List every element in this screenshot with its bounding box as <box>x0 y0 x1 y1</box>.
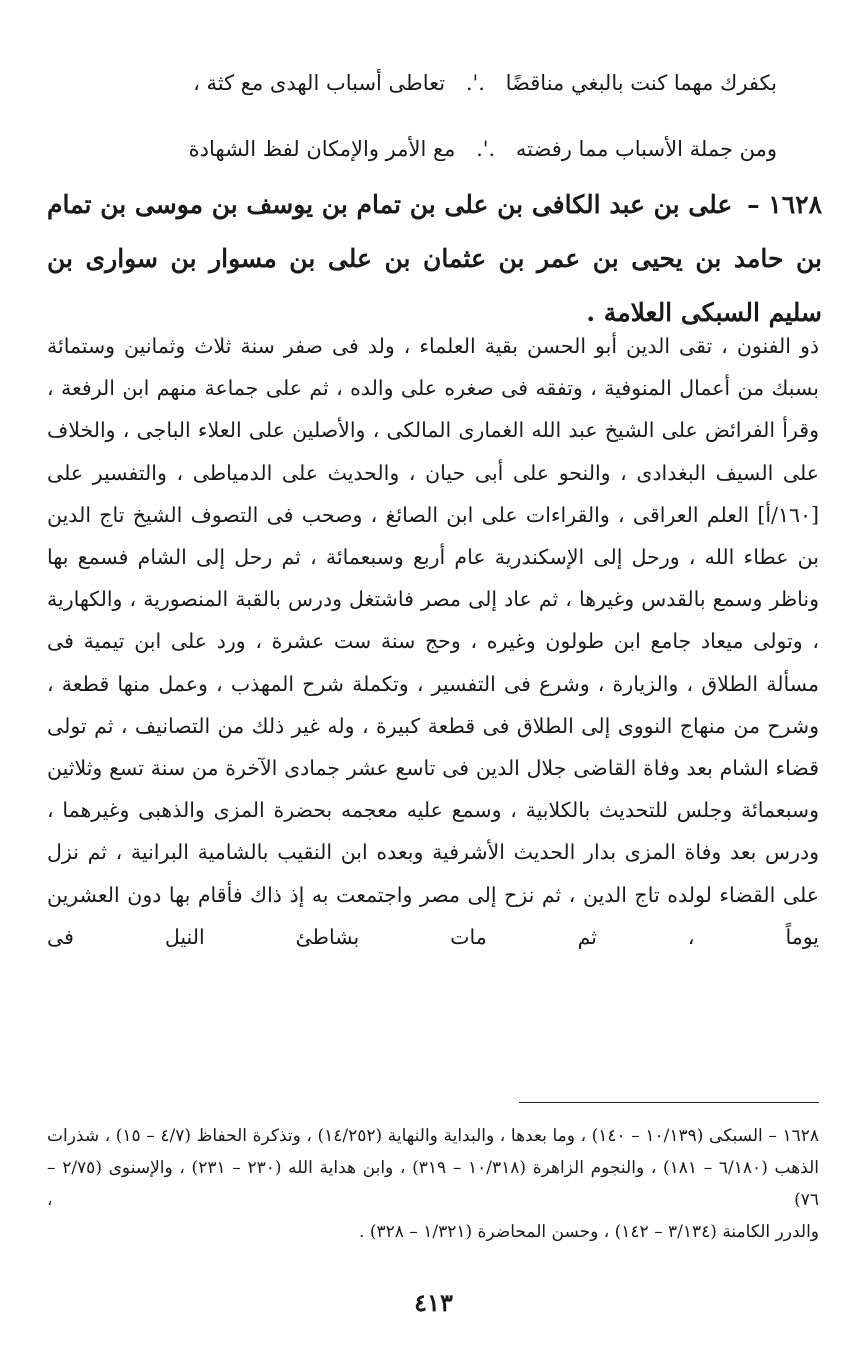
poem-verse-1 <box>77 68 777 98</box>
verse-separator: .'. <box>476 137 496 161</box>
verse-1-first-hemistich: بكفرك مهما كنت بالبغي مناقضًا <box>505 71 777 95</box>
entry-name: على بن عبد الكافى بن على بن تمام بن يوسف بن موسى بن تمام بن حامد بن يحيى بن عمر بن عثمان بن على بن مسوار بن سوارى بن سليم السبكى العلامة . <box>47 190 822 327</box>
biography-text: ذو الفنون ، تقى الدين أبو الحسن بقية العلماء ، ولد فى صفر سنة ثلاث وثمانين وستمائة بسبك من أعمال المنوفية ، وتفقه فى صغره على والده ، ثم على جماعة منهم ابن الرفعة ، وقرأ الفرائض على الشيخ عبد الله الغمارى المالكى ، والأصلين على العلاء الباجى ، والخلاف على السيف البغدادى ، والنحو على أبى حيان ، والحديث على الدمياطى ، والتفسير على [١٦٠/أ] العلم العراقى ، والقراءات على ابن الصائغ ، وصحب فى التصوف الشيخ تاج الدين بن عطاء الله ، ورحل إلى الإسكندرية عام أربع وسبعمائة ، ثم رحل إلى الشام فسمع بها وناظر وسمع بالقدس وغيرها ، ثم عاد إلى مصر فاشتغل ودرس بالقبة المنصورية ، والكهارية ، وتولى ميعاد جامع ابن طولون وغيره ، وحج سنة ست عشرة ، ورد على ابن تيمية فى مسألة الطلاق ، والزيارة ، وشرع فى التفسير ، وتكملة شرح المهذب ، وعمل منها قطعة ، وشرح من منهاج النووى إلى الطلاق فى قطعة كبيرة ، وله غير ذلك من التصانيف ، ثم تولى قضاء الشام بعد وفاة القاضى جلال الدين فى تاسع عشر جمادى الآخرة من سنة تسع وثلاثين وسبعمائة وجلس للتحديث بالكلابية ، وسمع عليه معجمه بحضرة المزى والذهبى وغيرهما ، ودرس بعد وفاة المزى بدار الحديث الأشرفية وبعده ابن النقيب بالشامية البرانية ، ثم نزل على القضاء لولده تاج الدين ، ثم نزح إلى مصر واجتمعت به إذ ذاك فأقام بها دون العشرين يوماً ، ثم مات بشاطئ النيل فى <box>47 334 819 949</box>
footnote-references-end: والدرر الكامنة (٣/١٣٤ – ١٤٢) ، وحسن المحاضرة (١/٣٢١ – ٣٢٨) . <box>359 1222 819 1242</box>
entry-heading <box>47 178 822 340</box>
verse-2-first-hemistich: ومن جملة الأسباب مما رفضته <box>515 137 777 161</box>
poem-verse-2 <box>77 134 777 164</box>
verse-2-second-hemistich: مع الأمر والإمكان لفظ الشهادة <box>188 137 456 161</box>
footnote-references: ١٦٢٨ – السبكى (١٠/١٣٩ – ١٤٠) ، وما بعدها ، والبداية والنهاية (١٤/٢٥٢) ، وتذكرة الحفاظ (٤/٧ – ١٥) ، شذرات الذهب (٦/١٨٠ – ١٨١) ، والنجوم الزاهرة (١٠/٣١٨ – ٣١٩) ، وابن هداية الله (٢٣٠ – ٢٣١) ، والإسنوى (٢/٧٥ – ٧٦) ، <box>47 1126 820 1210</box>
entry-number: ١٦٢٨ – <box>747 190 822 219</box>
footnote-divider <box>519 1102 819 1103</box>
verse-1-second-hemistich: تعاطى أسباب الهدى مع كثة ، <box>193 71 446 95</box>
verse-separator: .'. <box>465 71 485 95</box>
footnotes <box>47 1120 819 1248</box>
page-number: ٤١٣ <box>414 1288 453 1317</box>
